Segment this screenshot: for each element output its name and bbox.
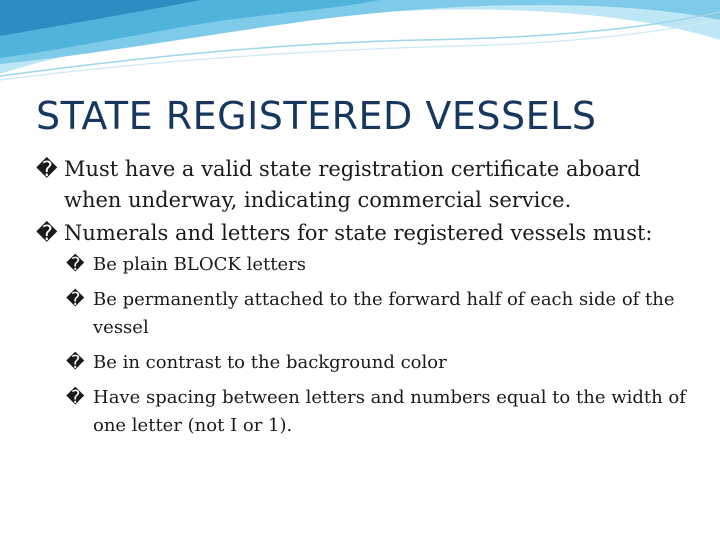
bullet-marker-icon: �: [66, 387, 85, 408]
bullet-item: [36, 154, 696, 216]
sub-bullet-item: [36, 349, 696, 377]
bullet-marker-icon: �: [36, 221, 58, 245]
sub-bullet-text: Be permanently attached to the forward half of each side of the vessel: [93, 289, 675, 338]
bullet-list: [36, 154, 696, 447]
bullet-item: [36, 218, 696, 249]
bullet-marker-icon: �: [66, 352, 85, 373]
bullet-text: Must have a valid state registration certificate aboard when underway, indicating commercial service.: [64, 157, 641, 212]
sub-bullet-item: [36, 251, 696, 279]
sub-bullet-text: Have spacing between letters and numbers equal to the width of one letter (not I or 1).: [93, 387, 686, 436]
bullet-marker-icon: �: [66, 289, 85, 310]
bullet-marker-icon: �: [36, 157, 58, 181]
sub-bullet-text: Be plain BLOCK letters: [93, 254, 306, 275]
bullet-marker-icon: �: [66, 254, 85, 275]
header-wave-decoration: [0, 0, 720, 90]
sub-bullet-item: [36, 384, 696, 440]
sub-bullet-item: [36, 286, 696, 342]
sub-bullet-text: Be in contrast to the background color: [93, 352, 447, 373]
slide-title: STATE REGISTERED VESSELS: [36, 94, 597, 138]
bullet-text: Numerals and letters for state registered vessels must:: [64, 221, 653, 245]
